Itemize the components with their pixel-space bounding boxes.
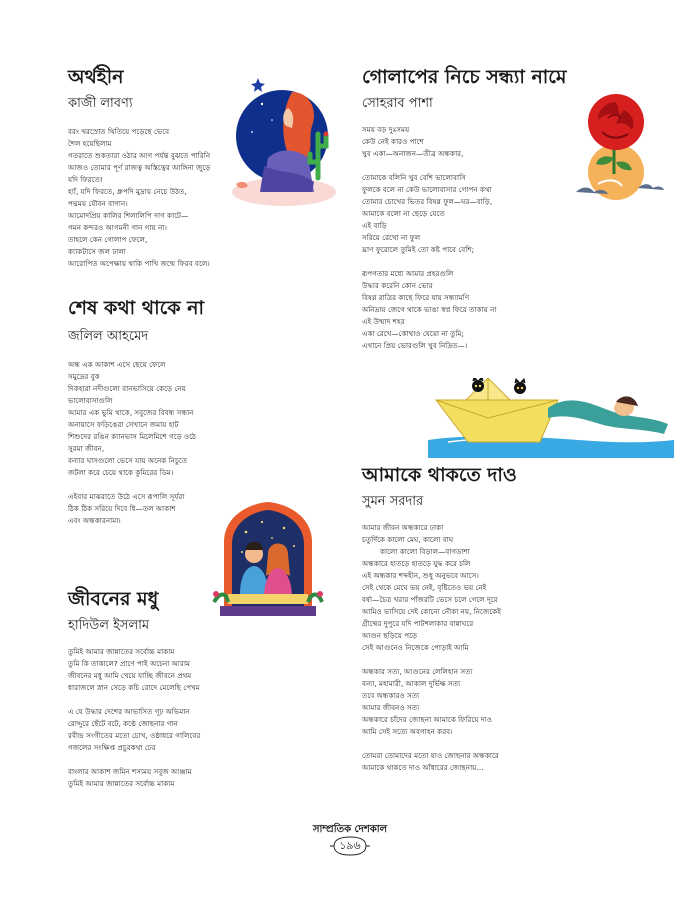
poem-body bbox=[68, 126, 210, 270]
poem-line: এই অন্ধকার শব্দহীন, শুধু অনুভবে আসে। bbox=[362, 571, 479, 580]
poem-line: অনিদ্রায় জেগে থাকে ভাঙা স্বপ্ন ফিরে তাকায় না bbox=[362, 305, 497, 314]
poem-line: তুমিই আমার জান্নাতের সর্বোচ্চ মাকাম bbox=[68, 647, 175, 656]
poem-line: উদ্ধার করেনি কোন ভোর bbox=[362, 281, 433, 290]
poem-line: তুমি কি তাকালে? প্রাণে পাই অচেনা আরাম bbox=[68, 659, 191, 668]
poem-line: আমোদপ্রিয় কালির শিলালিপি দাগ কাটে— bbox=[68, 211, 189, 220]
poem-line: ভালোবাসাগুলি bbox=[68, 396, 113, 405]
poem-line: এই উন্মাদ শহর bbox=[362, 317, 405, 326]
woman-moon-illustration bbox=[222, 74, 348, 214]
poem-line: সেই আগুনেও নিজেকে পোড়াই আমি bbox=[362, 643, 469, 652]
poem-line: গতরাতে শুকতারা ওঠার আগ পর্যন্ত বুঝতে পারিনি bbox=[68, 151, 211, 160]
magazine-name: সাম্প্রতিক দেশকাল bbox=[312, 824, 388, 835]
poem-line: হ্যাঁ, যদি ফিরতে, ধ্রুপদি মুদ্রায় নেচে উঠত, bbox=[68, 187, 187, 196]
stanza-break bbox=[68, 754, 200, 766]
poem-line: তোমরা তোমাদের মতো যাও জোছনার অন্ধকারে bbox=[362, 751, 499, 760]
poem-line: বিষণ্ণ রাত্রির কাছে ফিরে যায় সন্ধ্যামণি bbox=[362, 293, 470, 302]
stanza-break bbox=[68, 694, 200, 706]
poem-line: শৈল হয়েছিলাম bbox=[68, 139, 112, 148]
poem-line: গ্রীষ্মের দুপুরে যদি পাটশলাকার বান্নাঘরে bbox=[362, 619, 474, 628]
poem-author: জলিল আহমেদ bbox=[68, 329, 149, 344]
poem-line: অন্ধকারে চাঁদের জোছনা আমাকে ফিরিয়ে দাও bbox=[362, 715, 493, 724]
poem-line: আমার জীবনও সত্য bbox=[362, 703, 420, 712]
rose-illustration bbox=[568, 88, 672, 206]
poem-line: রবীন্দ্র সংগীতের মতো চোখ, ওষ্ঠাধরে গালিবের bbox=[68, 731, 201, 740]
poem-title: শেষ কথা থাকে না bbox=[68, 297, 204, 319]
poem-line: সমুদ্রের বুক bbox=[68, 372, 100, 381]
poem-line: অন্ধকারে হাতড়ে হাতড়ে যুদ্ধ করে চলি bbox=[362, 559, 471, 568]
poem-amake-thakte-dao bbox=[362, 464, 517, 774]
poem-line: রূপগতার মধ্যে আমার প্রহরগুলি bbox=[362, 269, 454, 278]
poem-line: বাংলার আকাশ জমিন শস্যময় সবুজ আঞ্জাম bbox=[68, 767, 192, 776]
poem-line: কালো কালো বিড়াল—বাগডাশা bbox=[380, 547, 470, 556]
poem-body bbox=[362, 522, 517, 774]
poem-line: তবে অন্ধকারও সত্য bbox=[362, 691, 420, 700]
poem-line: বর্ষা—চৈত্র খরার পাঁজরটি ভেসে চলে গেলে দূরে bbox=[362, 595, 498, 604]
poem-line: ঠিক ঠিক সরিয়ে দিবে ধি—তল আকাশ bbox=[68, 504, 176, 513]
poem-line: সেই থেকে মেঘে ভয় নেই, বৃষ্টিতেও ভয় নেই bbox=[362, 583, 487, 592]
poem-line: এবং অন্ধকারনামা। bbox=[68, 516, 121, 525]
poem-line: বন্যা, মহামারী, আকাল দুর্ভিক্ষ সত্য bbox=[362, 679, 461, 688]
poem-line: ধারাজলে স্নান সেড়ে কচি রোদে মেলেছি পেখম bbox=[68, 683, 200, 692]
stanza-break bbox=[362, 160, 566, 172]
poem-line: আমাকে বলো না ছেড়ে যেতে bbox=[362, 209, 445, 218]
poem-line: সরিয়ে রেখো না ফুল bbox=[362, 233, 421, 242]
poem-line: আগুন ছড়িয়ে পড়ে bbox=[362, 631, 418, 640]
poem-line: দিকহারা নদীগুলো বানভাসিয়ে কেড়ে নেয় bbox=[68, 384, 186, 393]
poem-line: আমার এক ভুমি থাকে, সবুজের বিবন্ধ সন্ধান bbox=[68, 408, 194, 417]
couple-window-illustration bbox=[206, 498, 330, 622]
poem-line: গজলের সংক্ষিপ্ত প্রচুরকথা ঢের bbox=[68, 743, 156, 752]
page-number: ১৯৬ bbox=[339, 838, 361, 852]
poem-line: খুব একা—অনাজন—তীব্র অন্ধকার, bbox=[362, 149, 464, 158]
poem-title: অর্থহীন bbox=[68, 66, 124, 88]
poem-line: বরং খরস্রোত থিতিয়ে পড়েছে ভেবে bbox=[68, 127, 170, 136]
poem-golaper-niche bbox=[362, 66, 566, 352]
poem-line: যদি ফিরতে! bbox=[68, 175, 103, 184]
stanza-break bbox=[362, 256, 566, 268]
poem-line: এ যে উদ্ধার দেশের আভাসিত গূঢ় অভিমান bbox=[68, 707, 190, 716]
stanza-break bbox=[362, 738, 517, 750]
poem-line: জীবনের মধু আমি খেয়ে যাচ্ছি জীবনে প্রথম bbox=[68, 671, 192, 680]
poem-body bbox=[68, 646, 200, 790]
poem-line: অন্ধকার সত্য, আগুনের লেলিহান সত্য bbox=[362, 667, 473, 676]
poem-author: কাজী লাবণ্য bbox=[68, 96, 133, 111]
poem-line: তুমিই আমার জান্নাতের সর্বোচ্চ মাকাম bbox=[68, 779, 175, 788]
poem-line: বন্যার ঘাসগুলো ভেসে যায় অনেক নিচুতে bbox=[68, 456, 188, 465]
poem-line: চতুর্দিকে কালো মেঘ, কালো বাঘ bbox=[362, 535, 454, 544]
poem-line: ফুলকে বলে না কেউ ভালোবাসার গোপন কথা bbox=[362, 185, 492, 194]
poem-line: আজও তোমার পূর্ণ রাজত্ব অস্তিত্বের আঙ্গিনা জুড়ে bbox=[68, 163, 211, 172]
poem-line: এখানে প্রিয় ভোরগুলি খুব নিদ্রিত—। bbox=[362, 341, 468, 350]
poem-title: গোলাপের নিচে সন্ধ্যা নামে bbox=[362, 66, 567, 88]
poem-author: হাদিউল ইসলাম bbox=[68, 618, 150, 633]
poem-line: সময় বড় দুঃসময় bbox=[362, 125, 410, 134]
poem-line: শিশুদের রঙিন ক্যানভাস মিলেমিশে গড়ে ওঠে bbox=[68, 432, 197, 441]
poem-title: জীবনের মধু bbox=[68, 588, 159, 610]
poem-title: আমাকে থাকতে দাও bbox=[362, 464, 517, 486]
poem-body bbox=[362, 124, 566, 352]
poem-line: পদ্মময় যৌবন বাগান। bbox=[68, 199, 128, 208]
poem-line: এইবার মাঝরাতে উঠে এসে রূপালি সূর্যরা bbox=[68, 492, 185, 501]
poem-line: একা রেখে—কোথাও যেয়ো না তুমি; bbox=[362, 329, 464, 338]
poem-line: রোদ্দুরে ছেঁটে বটে, কণ্ঠে জোছনার গান bbox=[68, 719, 178, 728]
poem-line: আমাকে থাকতে দাও আঁধারের জোছনায়… bbox=[362, 763, 484, 772]
poem-line: তাহলে কেন গোলাপ ফেলে, bbox=[68, 235, 148, 244]
poem-line: তোমার চোখের ভিতর বিষণ্ণ ফুল—ঘর—বাড়ি, bbox=[362, 197, 493, 206]
poem-line: সুরমা জীবন, bbox=[68, 444, 105, 453]
poem-line: আমিও ভাসিয়ে দেই কোনো নৌকা নয়, নিজেকেই bbox=[362, 607, 502, 616]
stanza-break bbox=[68, 479, 204, 491]
poem-shesh-kotha bbox=[68, 297, 204, 527]
poem-line: কেউ নেই কারও পাশে bbox=[362, 137, 424, 146]
poem-body bbox=[68, 359, 204, 527]
poem-line: ক্যাকটাসে জল ঢালা bbox=[68, 247, 126, 256]
paper-boat-illustration bbox=[428, 378, 676, 458]
poem-ortho-hin bbox=[68, 66, 210, 270]
poem-line: আমি সেই সত্যে অবগাহন করব। bbox=[362, 727, 453, 736]
poem-author: সুমন সরদার bbox=[362, 494, 424, 509]
poem-line: জটলা করে চেয়ে থাকে কুমিরের ডিম। bbox=[68, 468, 174, 477]
poem-line: আরোপিত অপেক্ষায় থাকি পাখি জন্মে ফিরব বলে। bbox=[68, 259, 210, 268]
poem-line: ঘ্রাণ ফুরোলে তুমিই তো কষ্ট পাবে বেশি; bbox=[362, 245, 474, 254]
page-number-badge bbox=[330, 835, 370, 857]
poem-line: তোমাকে বলিনি খুব বেশি ভালোবাসি bbox=[362, 173, 466, 182]
poem-line: অন্ধ এক আকাশ এসে ছেয়ে ফেলে bbox=[68, 360, 166, 369]
poem-line: আমার জীবন অন্ধকারে ঢাকা bbox=[362, 523, 444, 532]
poem-author: সোহরাব পাশা bbox=[362, 96, 433, 111]
poem-jiboner-modhu bbox=[68, 588, 200, 790]
stanza-break bbox=[362, 654, 517, 666]
poem-line: গমন কন্দরও আগমনী গান গায় না। bbox=[68, 223, 167, 232]
poem-line: এই বাড়ি bbox=[362, 221, 387, 230]
poem-line: অনায়াসে ফড়িঙেরা সেখানে জমায় হাট bbox=[68, 420, 179, 429]
